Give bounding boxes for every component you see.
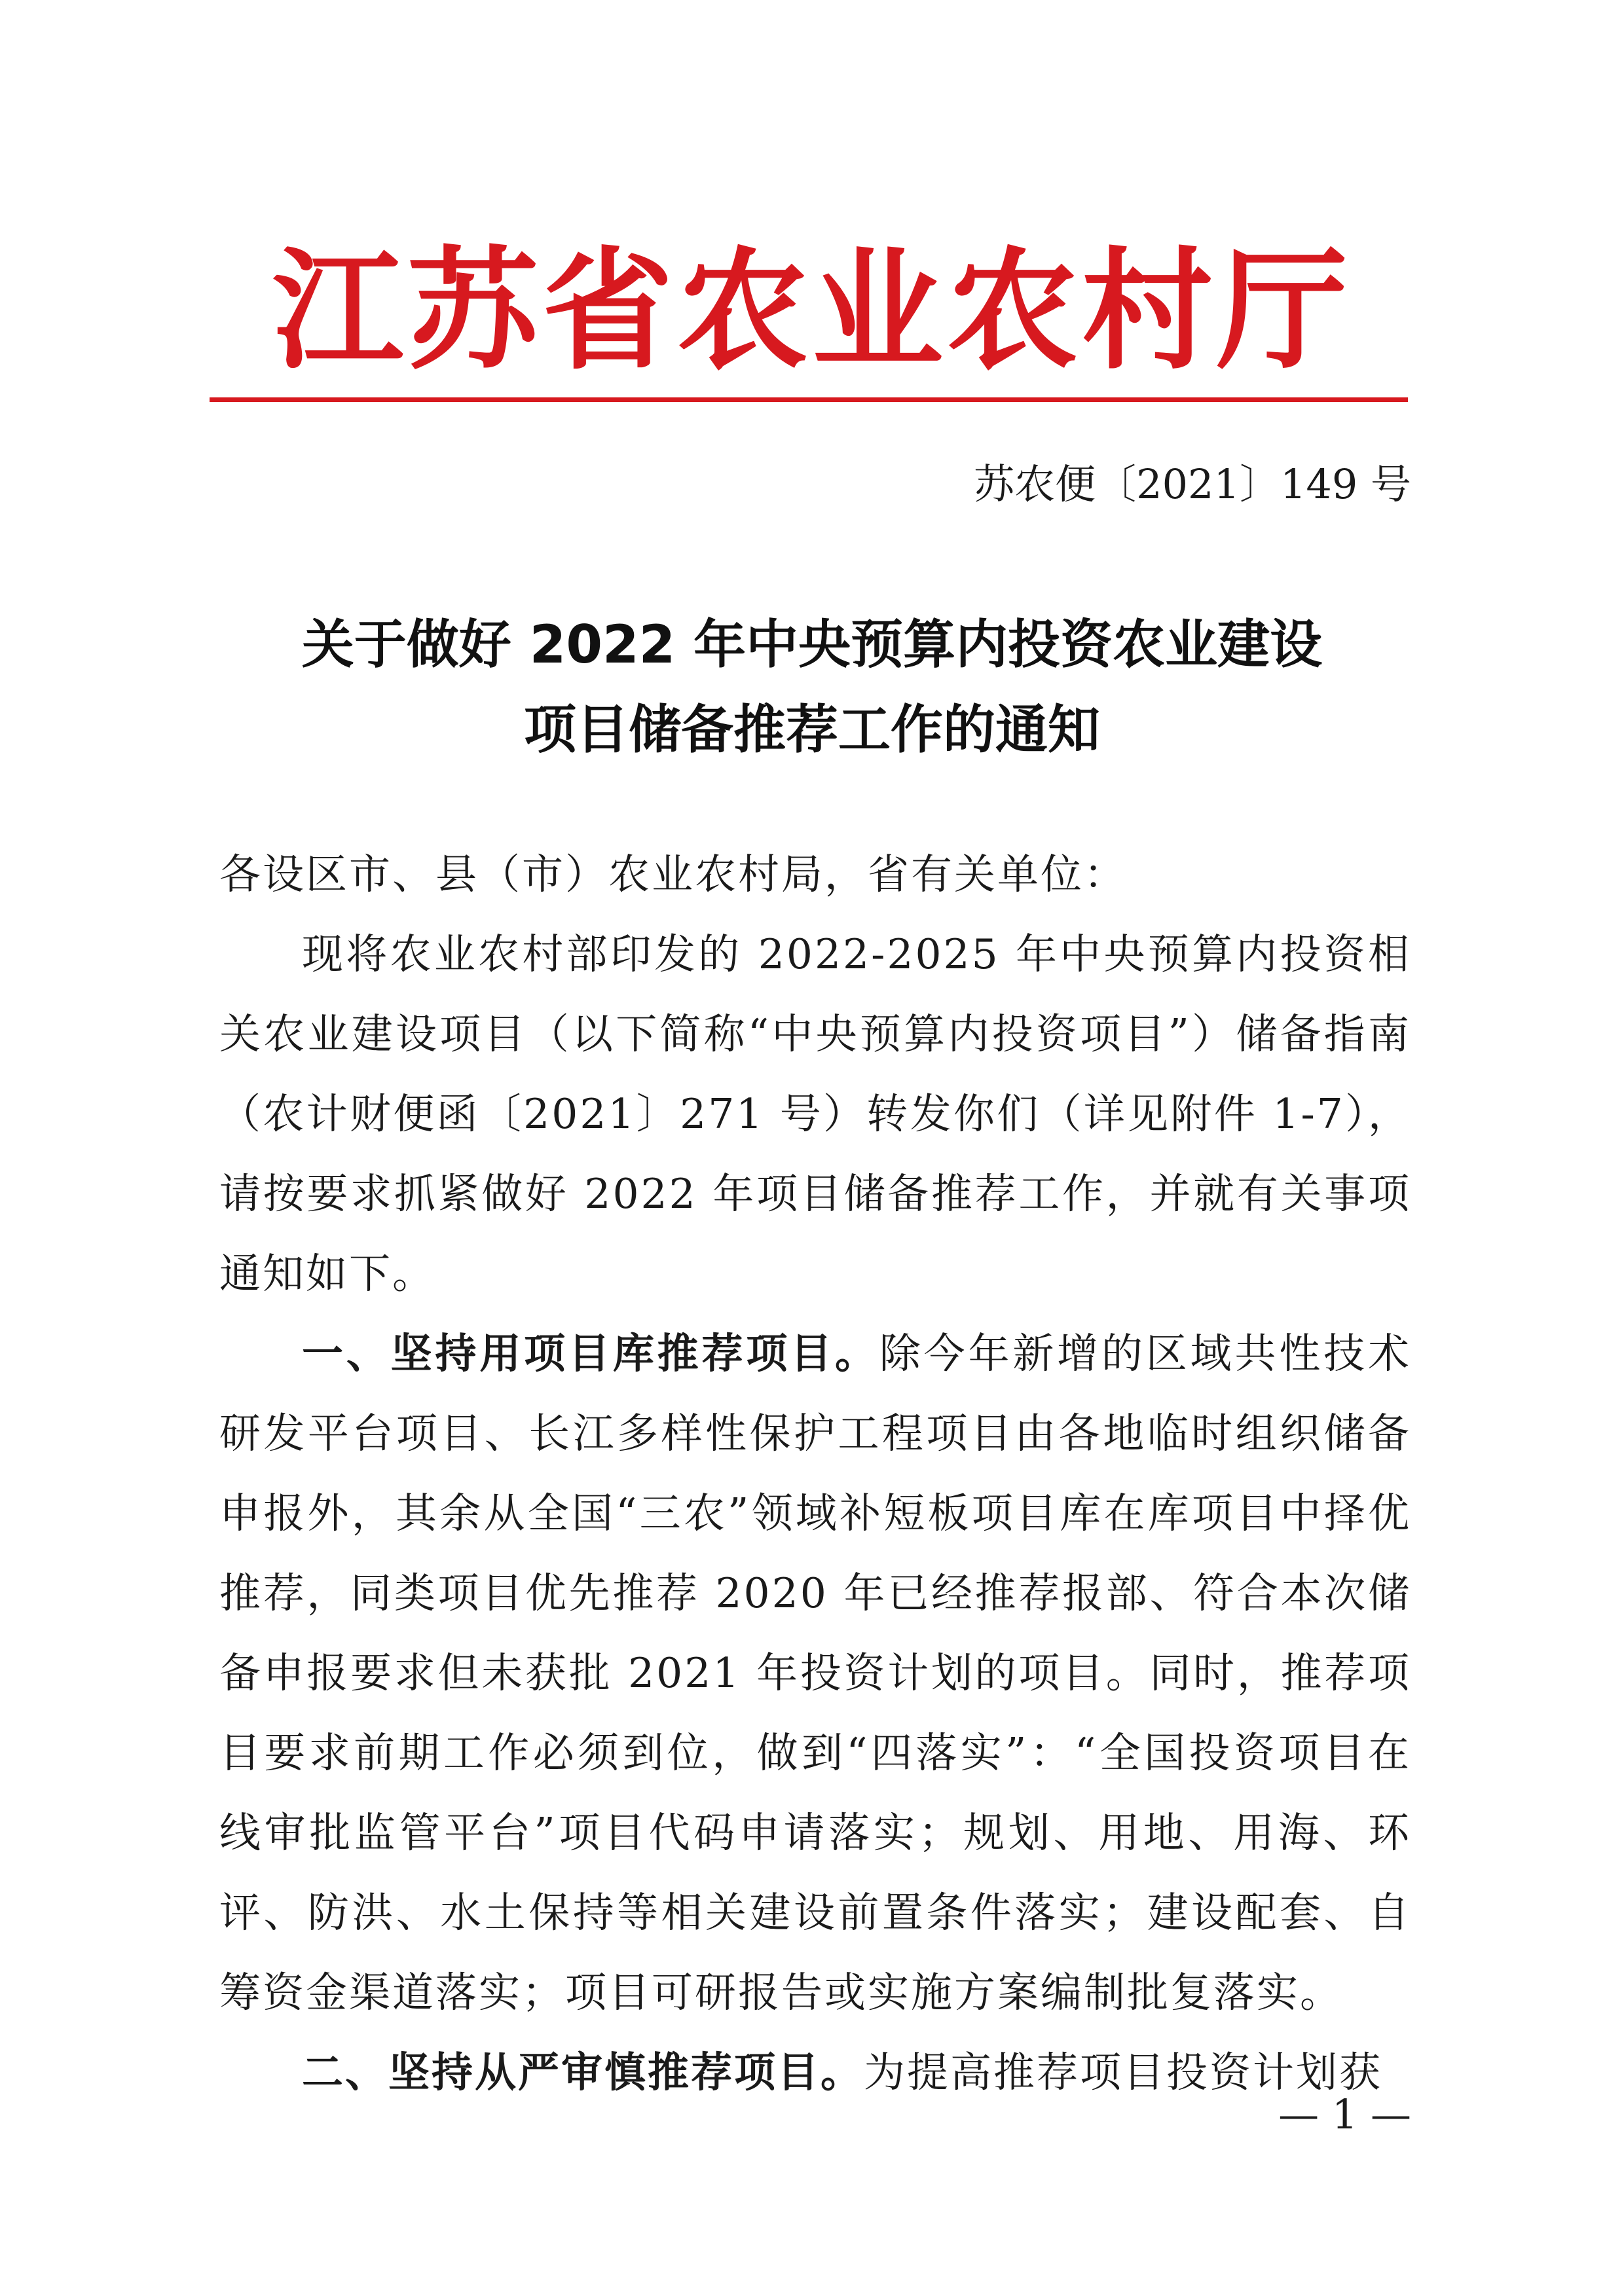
document-title [216,602,1408,773]
salutation: 各设区市、县（市）农业农村局，省有关单位： [219,850,1127,898]
document-body [219,835,1411,2113]
document-number: 苏农便〔2021〕149 号 [974,460,1411,508]
page-number: — 1 — [1278,2090,1411,2138]
section-1-heading: 一、坚持用项目库推荐项目。 [302,1330,879,1377]
section-2-text: 为提高推荐项目投资计划获 [864,2049,1382,2096]
organization-masthead: 江苏省农业农村厅 [272,234,1352,388]
document-title-line-1: 关于做好 2022 年中央预算内投资农业建设 [301,614,1323,675]
intro-paragraph: 现将农业农村部印发的 2022-2025 年中央预算内投资相关农业建设项目（以下简称“中央预算内投资项目”）储备指南（农计财便函〔2021〕271 号）转发你们（详见附件 1-7），请按要求抓紧做好 2022 年项目储备推荐工作，并就有关事项通知如下。 [219,930,1411,1298]
masthead-red-rule [210,397,1408,402]
section-2-heading: 二、坚持从严审慎推荐项目。 [302,2049,864,2096]
section-1-paragraph [219,1314,1411,2033]
section-1-text: 除今年新增的区域共性技术研发平台项目、长江多样性保护工程项目由各地临时组织储备申报外，其余从全国“三农”领域补短板项目库在库项目中择优推荐，同类项目优先推荐 2020 年已经推荐报部、符合本次储备申报要求但未获批 2021 年投资计划的项目。同时，推荐项目要求前期工作必须到位，做到“四落实”：“全国投资项目在线审批监管平台”项目代码申请落实；规划、用地、用海、环评、防洪、水土保持等相关建设前置条件落实；建设配套、自筹资金渠道落实；项目可研报告或实施方案编制批复落实。 [219,1330,1412,2016]
document-title-line-2: 项目储备推荐工作的通知 [524,699,1100,760]
